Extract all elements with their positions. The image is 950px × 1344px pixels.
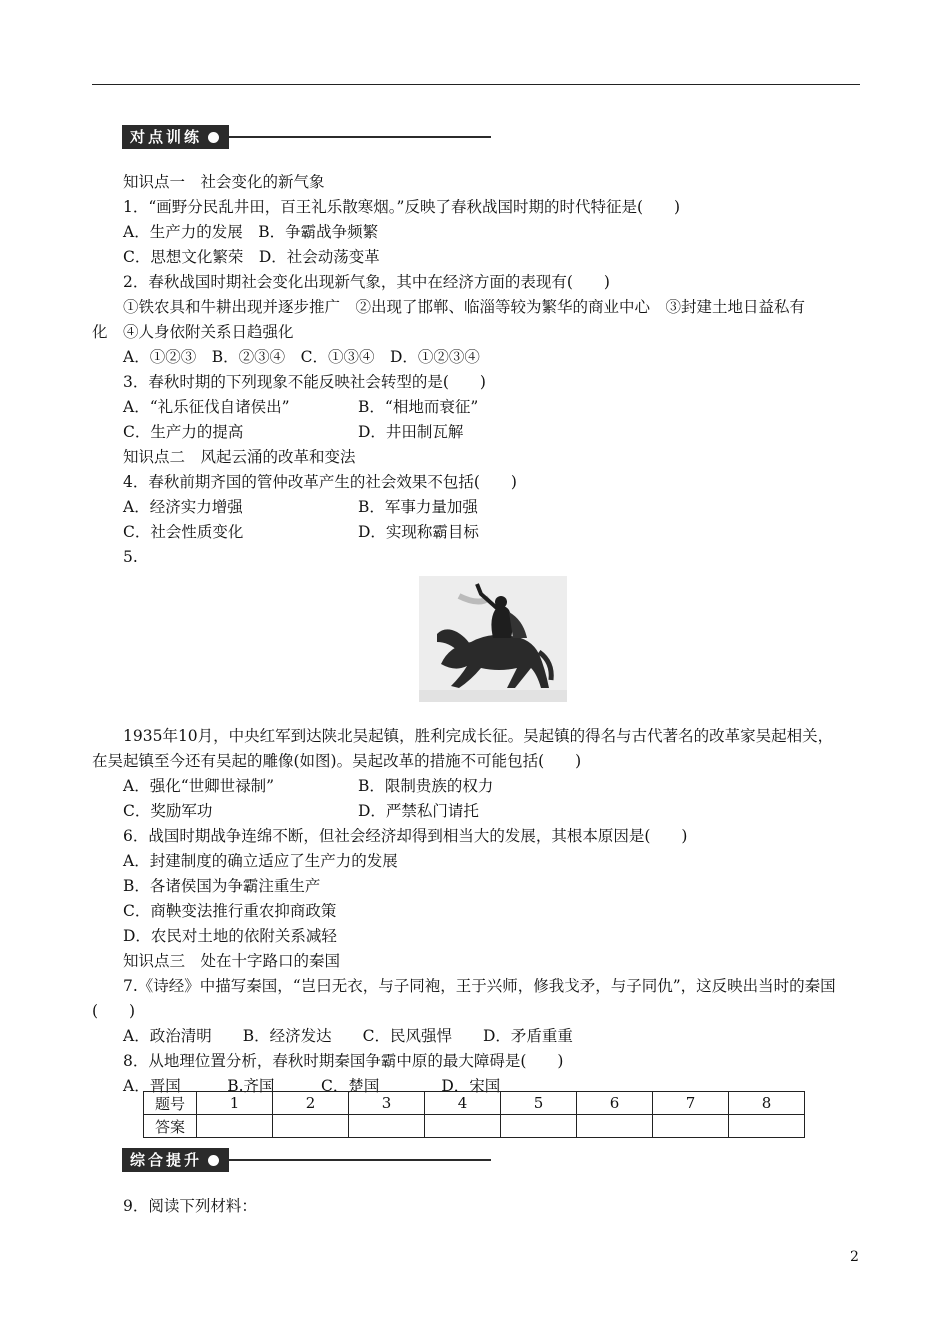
answer-cell[interactable] — [577, 1115, 653, 1138]
options-line: A．晋国 B.齐国 C．楚国 D．宋国 — [123, 1077, 501, 1095]
option-c: C．奖励军功 — [123, 802, 213, 820]
options-line: A．生产力的发展 B．争霸战争频繁 — [123, 223, 379, 241]
number-cell: 8 — [729, 1092, 805, 1115]
statue-photo — [419, 576, 567, 702]
question-number: 5. — [123, 548, 138, 566]
answer-cell[interactable] — [197, 1115, 273, 1138]
options-line — [92, 420, 862, 445]
option-d: D．农民对土地的依附关系减轻 — [123, 927, 337, 945]
answer-cell[interactable] — [349, 1115, 425, 1138]
option-b: B．限制贵族的权力 — [358, 777, 494, 795]
banner-practice-label: 对点训练 — [130, 128, 203, 146]
option-a: A．强化“世卿世禄制” — [123, 777, 275, 795]
option-b: B．军事力量加强 — [358, 498, 478, 516]
bullet-dot-icon — [208, 1155, 219, 1166]
option-c: C．商鞅变法推行重农抑商政策 — [123, 902, 337, 920]
question-stem: 1．“画野分民乱井田，百王礼乐散寒烟。”反映了春秋战国时期的时代特征是( ) — [123, 198, 681, 216]
options-line — [92, 799, 862, 824]
question-stem: 3．春秋时期的下列现象不能反映社会转型的是( ) — [123, 373, 486, 391]
option-d: D．严禁私门请托 — [358, 802, 479, 820]
answer-table — [143, 1091, 805, 1138]
section-heading: 知识点三 处在十字路口的秦国 — [123, 952, 341, 970]
option-c: C．生产力的提高 — [123, 423, 244, 441]
option-a: A．封建制度的确立适应了生产力的发展 — [123, 852, 398, 870]
options-line — [92, 495, 862, 520]
statement-line: 化 ④人身依附关系日趋强化 — [92, 323, 294, 341]
bullet-dot-icon — [208, 132, 219, 143]
question-stem: 1935年10月，中央红军到达陕北吴起镇，胜利完成长征。吴起镇的得名与古代著名的改革家吴起相关， — [123, 727, 834, 745]
header-label-cell: 题号 — [144, 1092, 197, 1115]
number-cell: 5 — [501, 1092, 577, 1115]
options-line: C．思想文化繁荣 D．社会动荡变革 — [123, 248, 380, 266]
question-stem: 9．阅读下列材料： — [123, 1197, 257, 1215]
answer-cell[interactable] — [425, 1115, 501, 1138]
question-stem: 在吴起镇至今还有吴起的雕像(如图)。吴起改革的措施不可能包括( ) — [92, 752, 582, 770]
page-number: 2 — [850, 1249, 859, 1265]
number-cell: 1 — [197, 1092, 273, 1115]
question-stem: 6．战国时期战争连绵不断，但社会经济却得到相当大的发展，其根本原因是( ) — [123, 827, 688, 845]
answer-label-cell: 答案 — [144, 1115, 197, 1138]
banner-rule — [229, 136, 491, 138]
number-cell: 2 — [273, 1092, 349, 1115]
options-line — [92, 774, 862, 799]
options-line: A．政治清明 B．经济发达 C．民风强悍 D．矛盾重重 — [123, 1027, 573, 1045]
option-a: A．“礼乐征伐自诸侯出” — [123, 398, 290, 416]
options-line — [92, 520, 862, 545]
number-cell: 6 — [577, 1092, 653, 1115]
banner-comprehensive-label: 综合提升 — [130, 1151, 203, 1169]
options-line: A．①②③ B．②③④ C．①③④ D．①②③④ — [123, 348, 480, 366]
banner-practice — [122, 124, 491, 150]
table-row — [144, 1092, 805, 1115]
number-cell: 3 — [349, 1092, 425, 1115]
section-heading: 知识点一 社会变化的新气象 — [123, 173, 325, 191]
answer-cell[interactable] — [501, 1115, 577, 1138]
question-stem: 2．春秋战国时期社会变化出现新气象，其中在经济方面的表现有( ) — [123, 273, 610, 291]
banner-rule — [229, 1159, 491, 1161]
question-stem: 7.《诗经》中描写秦国，“岂曰无衣，与子同袍，王于兴师，修我戈矛，与子同仇”，这反映出当时的秦国 — [123, 977, 836, 995]
section-heading: 知识点二 风起云涌的改革和变法 — [123, 448, 356, 466]
option-d: D．实现称霸目标 — [358, 523, 479, 541]
banner-comprehensive — [122, 1147, 491, 1173]
header-rule — [92, 84, 860, 85]
option-a: A．经济实力增强 — [123, 498, 243, 516]
option-b: B．“相地而衰征” — [358, 398, 479, 416]
options-line — [92, 395, 862, 420]
question-body — [92, 170, 862, 1099]
answer-cell[interactable] — [653, 1115, 729, 1138]
number-cell: 7 — [653, 1092, 729, 1115]
question-stem: 8．从地理位置分析，春秋时期秦国争霸中原的最大障碍是( ) — [123, 1052, 564, 1070]
number-cell: 4 — [425, 1092, 501, 1115]
option-b: B．各诸侯国为争霸注重生产 — [123, 877, 321, 895]
answer-cell[interactable] — [729, 1115, 805, 1138]
table-row — [144, 1115, 805, 1138]
answer-paren: ( ) — [92, 1002, 136, 1020]
option-d: D．井田制瓦解 — [358, 423, 464, 441]
statement-line: ①铁农具和牛耕出现并逐步推广 ②出现了邯郸、临淄等较为繁华的商业中心 ③封建土地日益私有 — [123, 298, 806, 316]
answer-cell[interactable] — [273, 1115, 349, 1138]
option-c: C．社会性质变化 — [123, 523, 244, 541]
question-stem: 4．春秋前期齐国的管仲改革产生的社会效果不包括( ) — [123, 473, 517, 491]
